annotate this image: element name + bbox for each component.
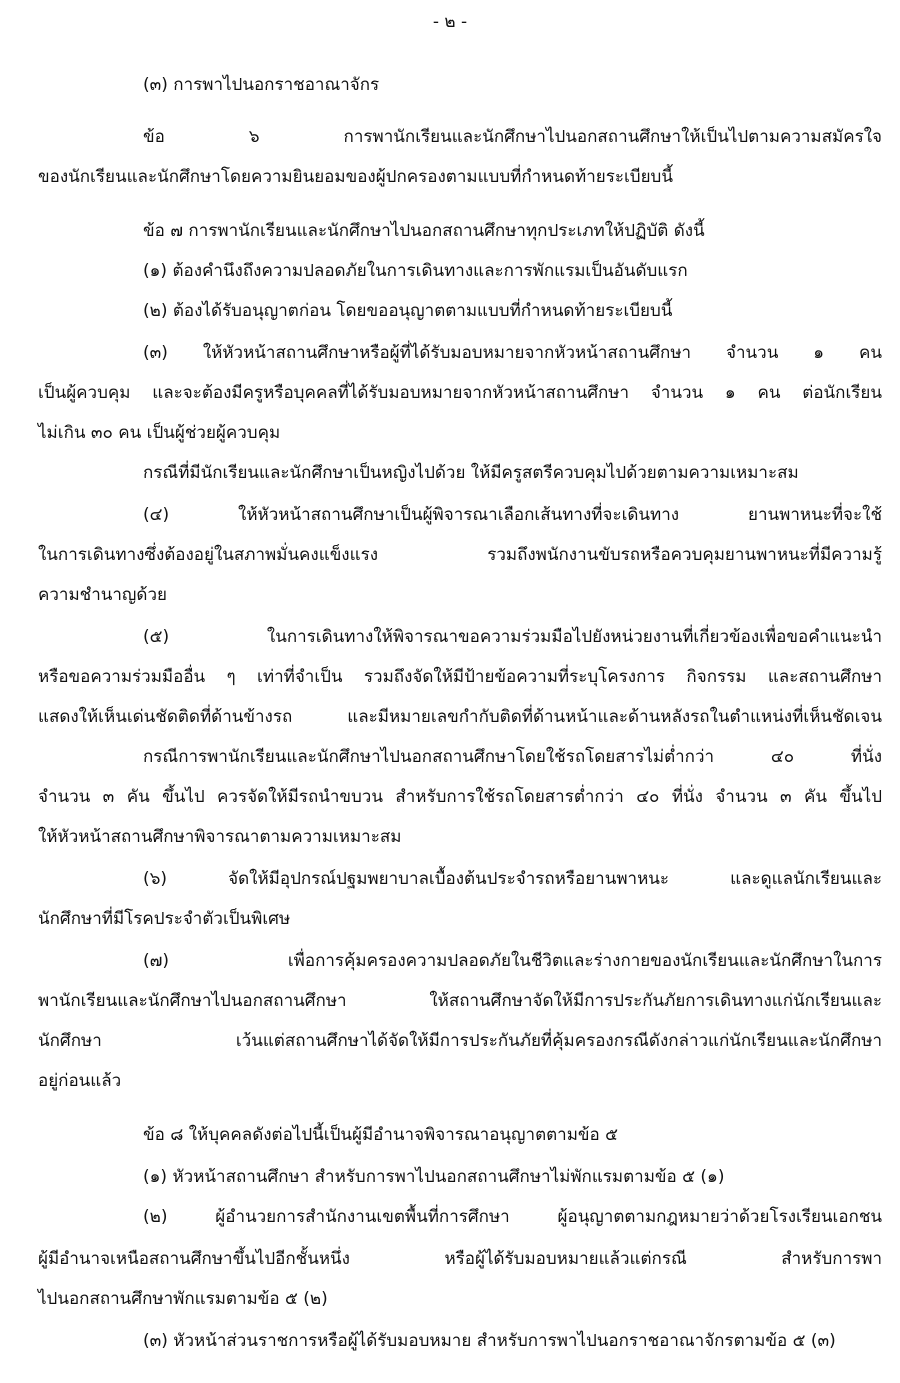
text-line: (๑) ต้องคำนึงถึงความปลอดภัยในการเดินทางและการพักแรมเป็นอันดับแรก — [143, 261, 688, 281]
text-line: กรณีการพานักเรียนและนักศึกษาไปนอกสถานศึกษาโดยใช้รถโดยสารไม่ต่ำกว่า ๔๐ ที่นั่ง — [143, 747, 882, 767]
text-line: ไม่เกิน ๓๐ คน เป็นผู้ช่วยผู้ควบคุม — [38, 423, 281, 443]
text-line: พานักเรียนและนักศึกษาไปนอกสถานศึกษา ให้สถานศึกษาจัดให้มีการประกันภัยการเดินทางแก่นักเรียนและ — [38, 991, 882, 1011]
text-line: จำนวน ๓ คัน ขึ้นไป ควรจัดให้มีรถนำขบวน สำหรับการใช้รถโดยสารต่ำกว่า ๔๐ ที่นั่ง จำนวน ๓ คัน ขึ้นไป — [38, 787, 882, 807]
text-line: ให้หัวหน้าสถานศึกษาพิจารณาตามความเหมาะสม — [38, 827, 402, 847]
text-line: กรณีที่มีนักเรียนและนักศึกษาเป็นหญิงไปด้วย ให้มีครูสตรีควบคุมไปด้วยตามความเหมาะสม — [143, 463, 799, 483]
text-line: (๕) ในการเดินทางให้พิจารณาขอความร่วมมือไปยังหน่วยงานที่เกี่ยวข้องเพื่อขอคำแนะนำ — [143, 627, 882, 647]
text-line: (๒) ผู้อำนวยการสำนักงานเขตพื้นที่การศึกษา ผู้อนุญาตตามกฎหมายว่าด้วยโรงเรียนเอกชน — [143, 1207, 882, 1227]
text-line: ผู้มีอำนาจเหนือสถานศึกษาขึ้นไปอีกชั้นหนึ่ง หรือผู้ได้รับมอบหมายแล้วแต่กรณี สำหรับการพา — [38, 1249, 882, 1269]
text-line: (๖) จัดให้มีอุปกรณ์ปฐมพยาบาลเบื้องต้นประจำรถหรือยานพาหนะ และดูแลนักเรียนและ — [143, 869, 882, 889]
text-line: (๓) การพาไปนอกราชอาณาจักร — [143, 75, 380, 95]
text-line: ในการเดินทางซึ่งต้องอยู่ในสภาพมั่นคงแข็งแรง รวมถึงพนักงานขับรถหรือควบคุมยานพาหนะที่มีความรู้ — [38, 545, 882, 565]
text-line: (๓) ให้หัวหน้าสถานศึกษาหรือผู้ที่ได้รับมอบหมายจากหัวหน้าสถานศึกษา จำนวน ๑ คน — [143, 343, 882, 363]
text-line: (๓) หัวหน้าส่วนราชการหรือผู้ได้รับมอบหมาย สำหรับการพาไปนอกราชอาณาจักรตามข้อ ๕ (๓) — [143, 1331, 836, 1351]
text-line: นักศึกษา เว้นแต่สถานศึกษาได้จัดให้มีการประกันภัยที่คุ้มครองกรณีดังกล่าวแก่นักเรียนและนักศึกษา — [38, 1031, 882, 1051]
text-line: ข้อ ๖ การพานักเรียนและนักศึกษาไปนอกสถานศึกษาให้เป็นไปตามความสมัครใจ — [143, 127, 882, 147]
text-line: แสดงให้เห็นเด่นชัดติดที่ด้านข้างรถ และมีหมายเลขกำกับติดที่ด้านหน้าและด้านหลังรถในตำแหน่งที่เห็นชัดเจน — [38, 707, 882, 727]
text-line: ข้อ ๘ ให้บุคคลดังต่อไปนี้เป็นผู้มีอำนาจพิจารณาอนุญาตตามข้อ ๕ — [143, 1125, 618, 1145]
text-line: อยู่ก่อนแล้ว — [38, 1071, 122, 1091]
text-line: นักศึกษาที่มีโรคประจำตัวเป็นพิเศษ — [38, 909, 291, 929]
page-number: - ๒ - — [432, 12, 468, 32]
text-line: เป็นผู้ควบคุม และจะต้องมีครูหรือบุคคลที่ได้รับมอบหมายจากหัวหน้าสถานศึกษา จำนวน ๑ คน ต่อนักเรียน — [38, 383, 882, 403]
text-line: (๑) หัวหน้าสถานศึกษา สำหรับการพาไปนอกสถานศึกษาไม่พักแรมตามข้อ ๕ (๑) — [143, 1167, 725, 1187]
text-line: หรือขอความร่วมมืออื่น ๆ เท่าที่จำเป็น รวมถึงจัดให้มีป้ายข้อความที่ระบุโครงการ กิจกรรม และสถานศึกษา — [38, 667, 882, 687]
text-line: (๒) ต้องได้รับอนุญาตก่อน โดยขออนุญาตตามแบบที่กำหนดท้ายระเบียบนี้ — [143, 301, 673, 321]
text-line: ความชำนาญด้วย — [38, 585, 167, 605]
text-line: (๔) ให้หัวหน้าสถานศึกษาเป็นผู้พิจารณาเลือกเส้นทางที่จะเดินทาง ยานพาหนะที่จะใช้ — [143, 505, 882, 525]
text-line: ข้อ ๗ การพานักเรียนและนักศึกษาไปนอกสถานศึกษาทุกประเภทให้ปฏิบัติ ดังนี้ — [143, 221, 705, 241]
text-line: ไปนอกสถานศึกษาพักแรมตามข้อ ๕ (๒) — [38, 1289, 328, 1309]
text-line: ของนักเรียนและนักศึกษาโดยความยินยอมของผู้ปกครองตามแบบที่กำหนดท้ายระเบียบนี้ — [38, 167, 673, 187]
text-line: (๗) เพื่อการคุ้มครองความปลอดภัยในชีวิตและร่างกายของนักเรียนและนักศึกษาในการ — [143, 951, 882, 971]
